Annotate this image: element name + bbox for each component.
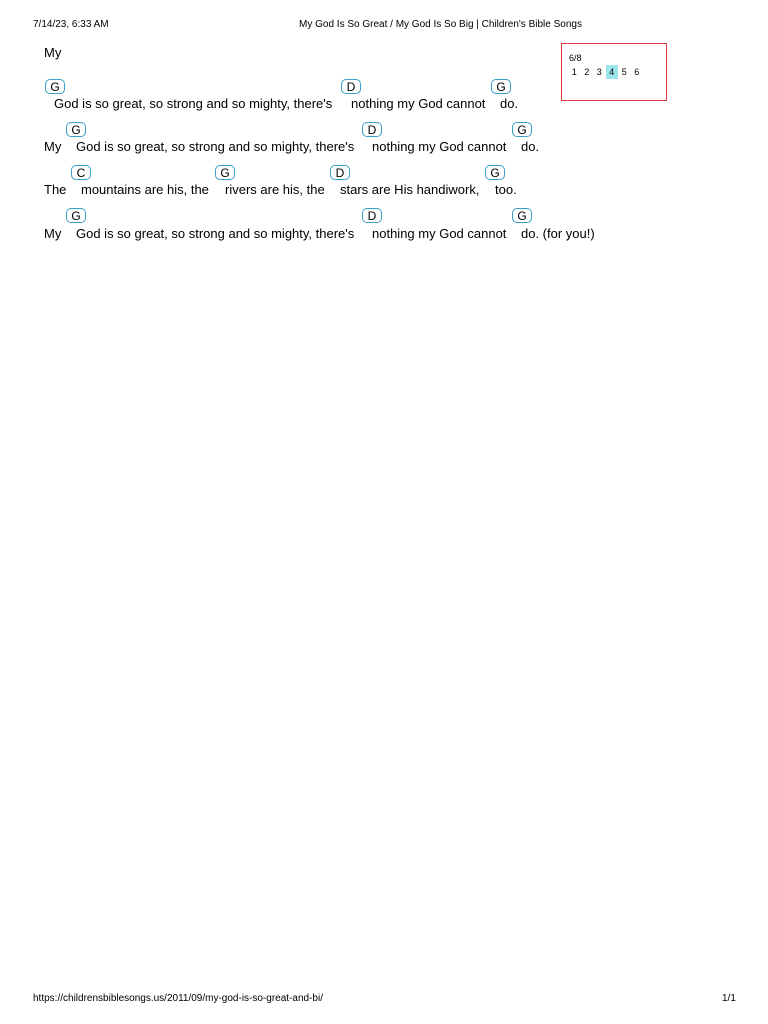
chord-g: G	[66, 122, 86, 137]
beat-counter	[568, 65, 643, 79]
lyric-segment: nothing my God cannot	[351, 96, 486, 111]
footer-url: https://childrensbiblesongs.us/2011/09/my-god-is-so-great-and-bi/	[33, 993, 323, 1004]
lyric-segment: do.	[521, 139, 540, 154]
beat-5: 5	[621, 67, 627, 77]
lyric-segment: do.	[500, 96, 519, 111]
print-datetime: 7/14/23, 6:33 AM	[33, 19, 109, 30]
time-signature-box	[561, 43, 667, 101]
chord-d: D	[362, 208, 382, 223]
beat-3: 3	[596, 67, 602, 77]
lyric-segment: God is so great, so strong and so mighty, there's	[54, 96, 333, 111]
chord-g: G	[66, 208, 86, 223]
page-number: 1/1	[722, 993, 736, 1004]
beat-2: 2	[584, 67, 590, 77]
lyric-segment: nothing my God cannot	[372, 226, 507, 241]
chord-g: G	[512, 122, 532, 137]
lyric-segment: mountains are his, the	[81, 182, 209, 197]
lyric-intro: My	[44, 45, 62, 60]
beat-4-active: 4	[606, 65, 619, 79]
page-title: My God Is So Great / My God Is So Big | Children's Bible Songs	[299, 19, 582, 30]
lyric-segment: do. (for you!)	[521, 226, 595, 241]
chord-c: C	[71, 165, 91, 180]
chord-g: G	[215, 165, 235, 180]
lyric-segment: too.	[495, 182, 517, 197]
lyric-segment: rivers are his, the	[225, 182, 325, 197]
chord-g: G	[45, 79, 65, 94]
lyric-segment: God is so great, so strong and so mighty, there's	[76, 226, 355, 241]
chord-g: G	[512, 208, 532, 223]
beat-6: 6	[634, 67, 640, 77]
chord-d: D	[341, 79, 361, 94]
lyric-segment: My	[44, 139, 62, 154]
chord-d: D	[362, 122, 382, 137]
lyric-segment: My	[44, 226, 62, 241]
chord-g: G	[485, 165, 505, 180]
lyric-segment: nothing my God cannot	[372, 139, 507, 154]
chord-g: G	[491, 79, 511, 94]
chord-d: D	[330, 165, 350, 180]
lyric-segment: God is so great, so strong and so mighty, there's	[76, 139, 355, 154]
lyric-segment: stars are His handiwork,	[340, 182, 480, 197]
lyric-segment: The	[44, 182, 67, 197]
beat-1: 1	[571, 67, 577, 77]
time-signature-label: 6/8	[569, 53, 582, 63]
